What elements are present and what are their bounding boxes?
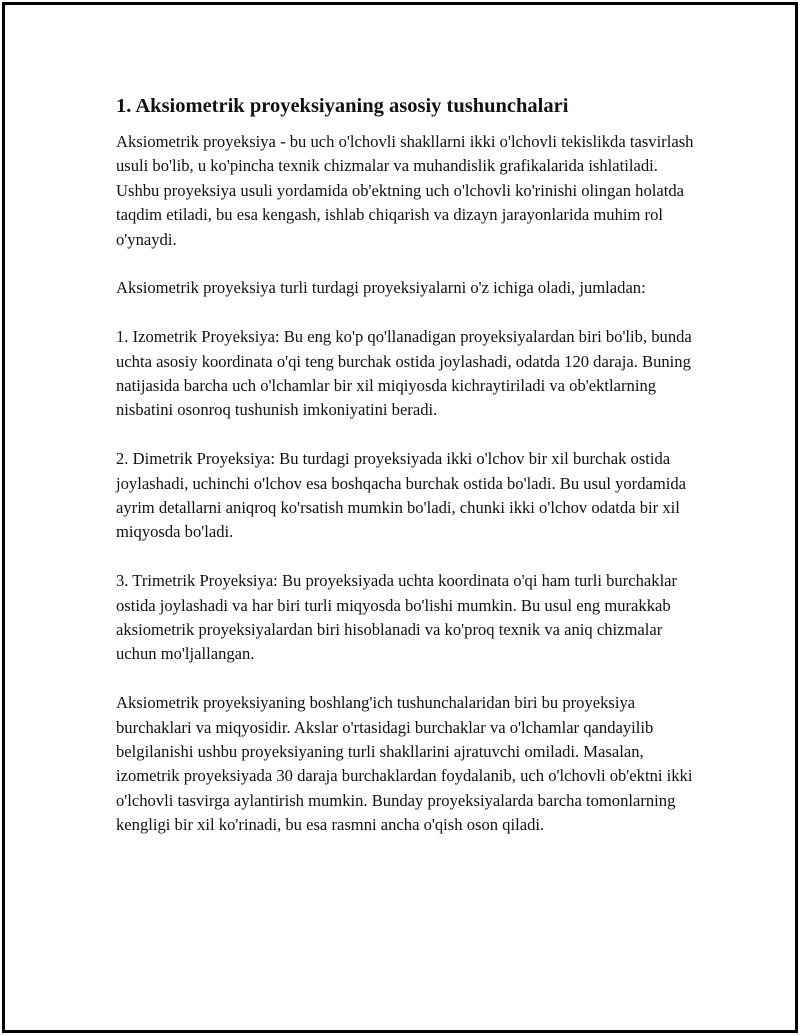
paragraph-trimetric: 3. Trimetrik Proyeksiya: Bu proyeksiyada uchta koordinata o'qi ham turli burchaklar ostida joylashadi va har biri turli miqyosda bo'lishi mumkin. Bu usul eng murakkab aksiometrik proyeksiyalardan biri hisoblanadi va ko'proq texnik va aniq chizmalar uchun mo'ljallangan. — [116, 571, 678, 664]
document-title: 1. Aksiometrik proyeksiyaning asosiy tushunchalari — [116, 95, 569, 117]
paragraph-angles-scale: Aksiometrik proyeksiyaning boshlang'ich tushunchalaridan biri bu proyeksiya burchaklari va miqyosidir. Akslar o'rtasidagi burchaklar va o'lchamlar qandayilib belgilanishi ushbu proyeksiyaning turli shakllarini ajratuvchi omiladi. Masalan, izometrik proyeksiyada 30 daraja burchaklardan foydalanib, uch o'lchovli ob'ektni ikki o'lchovli tasvirga aylantirish mumkin. Bunday proyeksiyalarda barcha tomonlarning kengligi bir xil ko'rinadi, bu esa rasmni ancha o'qish oson qiladi. — [116, 693, 693, 835]
document-body — [116, 92, 696, 862]
paragraph-intro: Aksiometrik proyeksiya - bu uch o'lchovli shakllarni ikki o'lchovli tekislikda tasvirlash usuli bo'lib, u ko'pincha texnik chizmalar va muhandislik grafikalarida ishlatiladi. Ushbu proyeksiya usuli yordamida ob'ektning uch o'lchovli ko'rinishi olingan holatda taqdim etiladi, bu esa kengash, ishlab chiqarish va dizayn jarayonlarida muhim rol o'ynaydi. — [116, 132, 694, 249]
paragraph-types-lead: Aksiometrik proyeksiya turli turdagi proyeksiyalarni o'z ichiga oladi, jumladan: — [116, 278, 646, 298]
paragraph-isometric: 1. Izometrik Proyeksiya: Bu eng ko'p qo'llanadigan proyeksiyalardan biri bo'lib, bunda uchta asosiy koordinata o'qi teng burchak ostida joylashadi, odatda 120 daraja. Buning natijasida barcha uch o'lchamlar bir xil miqiyosda kichraytiriladi va ob'ektlarning nisbatini osonroq tushunish imkoniyatini beradi. — [116, 327, 692, 420]
paragraph-dimetric: 2. Dimetrik Proyeksiya: Bu turdagi proyeksiyada ikki o'lchov bir xil burchak ostida joylashadi, uchinchi o'lchov esa boshqacha burchak ostida bo'ladi. Bu usul yordamida ayrim detallarni aniqroq ko'rsatish mumkin bo'ladi, chunki ikki o'lchov odatda bir xil miqyosda bo'ladi. — [116, 449, 687, 542]
